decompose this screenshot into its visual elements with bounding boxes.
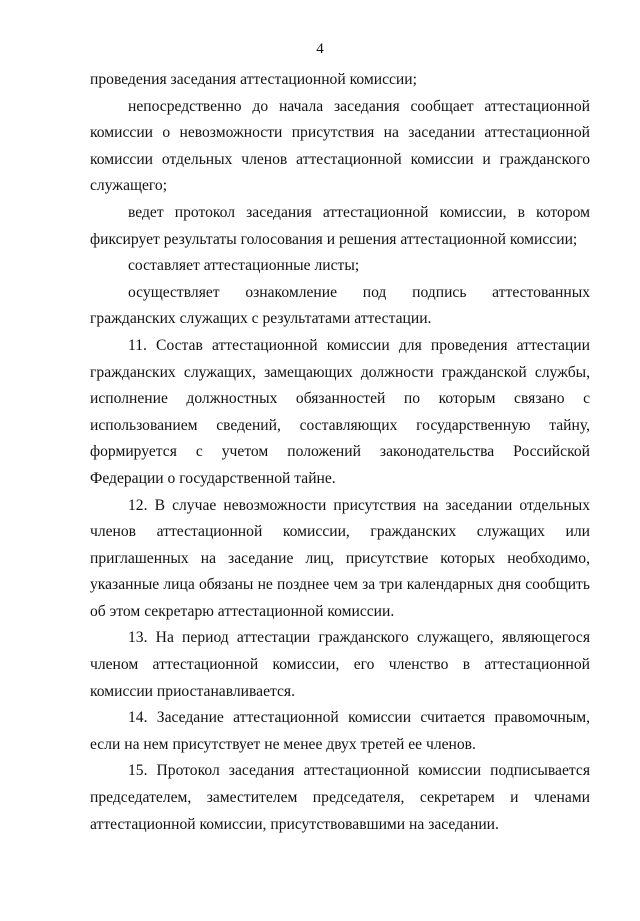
paragraph-item-13: 13. На период аттестации гражданского служащего, являющегося членом аттестационной комиссии, его членство в аттестационной комиссии приостанавливается. [90, 629, 590, 700]
paragraph-item-12: 12. В случае невозможности присутствия на заседании отдельных членов аттестационной комиссии, гражданских служащих или приглашенных на заседание лиц, присутствие которых необходимо, указанные лица обязаны не позднее чем за три календарных дня сообщить об этом секретарю аттестационной комиссии. [90, 496, 590, 620]
paragraph-continuation: проведения заседания аттестационной комиссии; [90, 71, 417, 88]
page-number: 4 [316, 41, 324, 57]
paragraph-item-15: 15. Протокол заседания аттестационной комиссии подписывается председателем, заместителем председателя, секретарем и членами аттестационной комиссии, присутствовавшими на заседании. [90, 762, 590, 833]
paragraph-item-11: 11. Состав аттестационной комиссии для проведения аттестации гражданских служащих, замещающих должности гражданской службы, исполнение должностных обязанностей по которым связано с использованием сведений, составляющих государственную тайну, формируется с учетом положений законодательства Российской Федерации о государственной тайне. [90, 336, 590, 487]
document-body [90, 67, 590, 838]
paragraph-item-14: 14. Заседание аттестационной комиссии считается правомочным, если на нем присутствует не менее двух третей ее членов. [90, 709, 590, 753]
paragraph-attestation-sheets: составляет аттестационные листы; [128, 257, 360, 275]
paragraph-protocol: ведет протокол заседания аттестационной комиссии, в котором фиксирует результаты голосования и решения аттестационной комиссии; [90, 203, 590, 248]
paragraph-notify-absence: непосредственно до начала заседания сообщает аттестационной комиссии о невозможности присутствия на заседании аттестационной комиссии отдельных членов аттестационной комиссии и гражданского служащего; [90, 97, 590, 195]
paragraph-familiarization: осуществляет ознакомление под подпись аттестованных гражданских служащих с результатами аттестации. [90, 283, 590, 328]
